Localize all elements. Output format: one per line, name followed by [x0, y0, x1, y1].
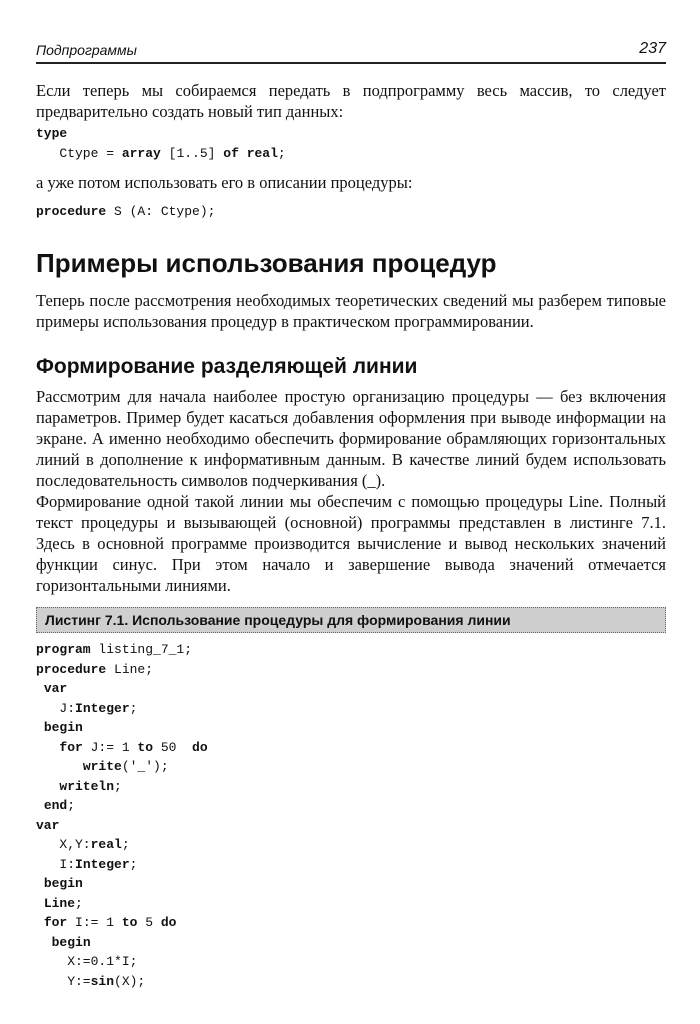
code-text: Y:=	[36, 973, 91, 989]
code-text	[36, 876, 44, 891]
code-keyword: Integer	[75, 856, 130, 872]
paragraph: Если теперь мы собираемся передать в подпрограмму весь массив, то следует предварительно создать новый тип данных:	[36, 81, 666, 121]
listing-title: Листинг 7.1. Использование процедуры для формирования линии	[45, 612, 511, 628]
code-line	[36, 933, 666, 953]
code-text	[36, 681, 44, 696]
listing-code	[36, 640, 666, 991]
code-line	[36, 202, 666, 222]
code-text: J:	[36, 700, 76, 716]
code-keyword: write	[82, 759, 122, 774]
code-line	[36, 894, 666, 914]
code-text: 5	[137, 915, 161, 930]
code-keyword: real	[90, 837, 122, 852]
code-text	[36, 740, 59, 755]
code-keyword: array	[121, 145, 161, 161]
code-keyword: do	[160, 915, 177, 930]
paragraph: Теперь после рассмотрения необходимых теоретических сведений мы разберем типовые примеры использования процедур в практическом программировании.	[36, 291, 666, 331]
code-keyword: procedure	[36, 661, 107, 677]
code-line	[36, 816, 666, 836]
code-line	[36, 913, 666, 933]
chapter-title: Подпрограммы	[36, 42, 137, 58]
code-text: ('_');	[121, 759, 169, 774]
code-line	[36, 738, 666, 758]
code-line	[36, 952, 666, 972]
code-line	[36, 660, 666, 680]
code-line	[36, 144, 666, 164]
code-keyword: for	[59, 739, 83, 755]
code-line	[36, 777, 666, 797]
running-header	[36, 40, 666, 64]
code-line	[36, 835, 666, 855]
code-text: Line;	[106, 661, 154, 677]
paragraph: Формирование одной такой линии мы обеспечим с помощью процедуры Line. Полный текст процедуры и вызывающей (основной) программы представлен в листинге 7.1. Здесь в основной программе производится вычисление и вывод нескольких значений функции синус. При этом начало и завершение вывода значений отмечается горизонтальными линиями.	[36, 492, 666, 595]
code-line	[36, 757, 666, 777]
code-keyword: end	[43, 798, 68, 813]
code-text: S (A: Ctype);	[106, 204, 216, 219]
code-keyword: begin	[51, 934, 91, 950]
code-keyword: of	[223, 145, 239, 161]
code-keyword: begin	[43, 876, 83, 891]
code-block	[36, 124, 666, 163]
code-text: ;	[75, 895, 83, 911]
code-line	[36, 796, 666, 816]
code-line	[36, 718, 666, 738]
code-keyword: writeln	[59, 778, 115, 794]
code-keyword: procedure	[36, 204, 107, 219]
code-keyword: begin	[43, 720, 83, 735]
page-number: 237	[639, 40, 666, 57]
code-keyword: type	[36, 126, 68, 141]
paragraph: а уже потом использовать его в описании процедуры:	[36, 173, 413, 192]
listing-caption	[36, 607, 666, 633]
code-text: ;	[129, 856, 138, 872]
code-text	[36, 720, 44, 735]
code-line	[36, 855, 666, 875]
section-heading: Примеры использования процедур	[36, 248, 497, 278]
code-keyword: Integer	[75, 700, 130, 716]
code-text	[36, 798, 44, 813]
code-keyword: do	[192, 739, 208, 755]
code-text: ;	[121, 837, 130, 852]
code-text	[239, 146, 247, 161]
code-keyword: real	[246, 145, 278, 161]
code-text: I:= 1	[67, 915, 122, 930]
code-text: J:= 1	[82, 739, 138, 755]
code-text: ;	[129, 700, 138, 716]
code-text: (X);	[114, 973, 146, 989]
code-line	[36, 699, 666, 719]
code-keyword: to	[121, 915, 138, 930]
code-line	[36, 972, 666, 992]
code-text	[36, 779, 59, 794]
code-keyword: Line	[43, 895, 76, 911]
code-text: ;	[67, 798, 76, 813]
code-keyword: program	[36, 642, 91, 657]
code-text: 50	[153, 739, 193, 755]
code-keyword: to	[137, 739, 154, 755]
code-text	[36, 915, 44, 930]
code-keyword: for	[43, 915, 68, 930]
code-text	[36, 935, 52, 950]
code-keyword: sin	[90, 973, 115, 989]
code-text: ;	[277, 145, 286, 161]
code-keyword: var	[36, 817, 60, 833]
code-line	[36, 679, 666, 699]
code-line	[36, 640, 666, 660]
code-line	[36, 874, 666, 894]
subsection-heading: Формирование разделяющей линии	[36, 355, 418, 378]
code-text	[36, 759, 83, 774]
code-text: X:=0.1*I;	[36, 954, 138, 969]
code-text: listing_7_1;	[90, 642, 193, 657]
code-block	[36, 202, 666, 222]
paragraph: Рассмотрим для начала наиболее простую организацию процедуры — без включения параметров. Пример будет касаться добавления оформления при выводе информации на экране. А именно необходимо обеспечить формирование обрамляющих горизонтальных линий в дополнение к информативным данным. В качестве линий будем использовать последовательность символов подчеркивания (_).	[36, 387, 666, 490]
code-text: I:	[36, 856, 76, 872]
code-text: Ctype =	[36, 145, 122, 161]
code-text: [1..5]	[160, 145, 224, 161]
code-text	[36, 896, 44, 911]
code-text: ;	[114, 778, 122, 794]
code-text: X,Y:	[36, 837, 91, 852]
code-line	[36, 124, 666, 144]
code-keyword: var	[43, 681, 68, 696]
